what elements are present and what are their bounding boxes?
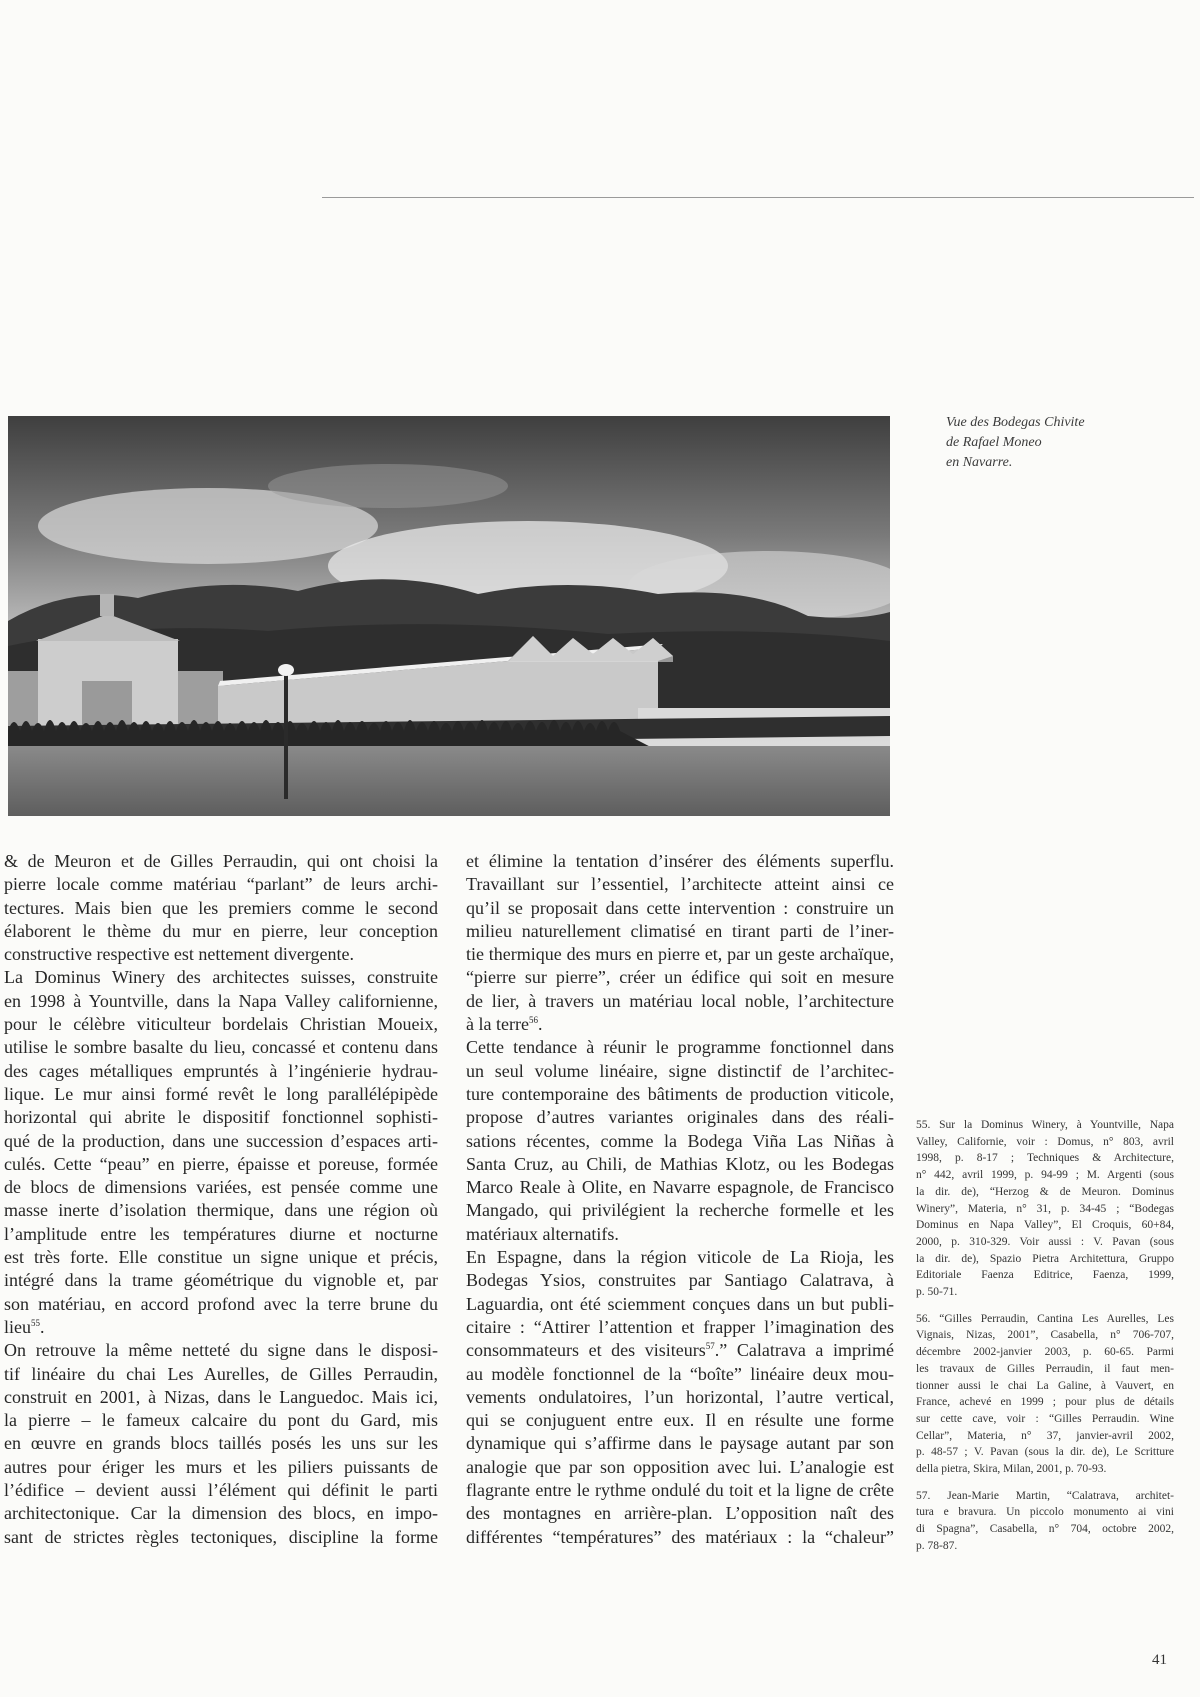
text-line: En Espagne, dans la région viticole de La Rioja, les	[466, 1247, 894, 1268]
footnote-line: tionner aussi le chai La Galine, à Vauvert, en	[916, 1379, 1174, 1392]
caption-line: de Rafael Moneo	[946, 435, 1042, 450]
text-line: architectonique. Car la dimension des blocs, en impo-	[4, 1503, 438, 1524]
text-line: lique. Le mur ainsi formé revêt le long parallélépipède	[4, 1083, 438, 1104]
text-line: Santa Cruz, au Chili, de Mathias Klotz, ou les Bodegas	[466, 1153, 894, 1174]
text-line: Marco Reale à Olite, en Navarre espagnole, de Francisco	[466, 1177, 894, 1198]
footnote-line: di Spagna”, Casabella, n° 704, octobre 2002,	[916, 1523, 1174, 1536]
text-line: à la terre$^{56}$.	[466, 1014, 543, 1035]
footnote-line: la dir. de), Spazio Pietra Architettura, Gruppo	[916, 1252, 1174, 1265]
footnotes	[916, 1117, 1174, 1565]
text-line: et élimine la tentation d’insérer des éléments superflu.	[466, 851, 894, 871]
text-line: intégré dans la trame géométrique du vignoble et, par	[4, 1270, 438, 1291]
text-fragment: consommateurs et des visiteurs	[466, 1340, 706, 1361]
footnote-57	[916, 1488, 1174, 1555]
caption-line: en Navarre.	[946, 455, 1013, 470]
text-line: pour le célèbre viticulteur bordelais Christian Moueix,	[4, 1014, 438, 1035]
text-line: sant de strictes règles tectoniques, discipline la forme	[4, 1526, 438, 1547]
text-line: matériaux alternatifs.	[466, 1223, 619, 1244]
footnote-line: la dir. de), “Herzog & de Meuron. Dominus	[916, 1185, 1174, 1198]
footnote-line: les travaux de Gilles Perraudin, il faut men-	[916, 1362, 1174, 1375]
text-line: vements ondulatoires, l’un horizontal, l’autre vertical,	[466, 1386, 894, 1407]
photo-caption	[946, 413, 1176, 473]
footnote-line: 1998, p. 8-17 ; Techniques & Architecture,	[916, 1152, 1174, 1165]
text-line: horizontal qui abrite le dispositif fonctionnel sophisti-	[4, 1107, 438, 1128]
text-line: tie thermique des murs en pierre et, par un geste archaïque,	[466, 944, 894, 965]
text-line: l’édifice – devient aussi l’élément qui définit le parti	[4, 1480, 438, 1501]
footnote-line: 56. “Gilles Perraudin, Cantina Les Aurelles, Les	[916, 1312, 1174, 1325]
footnote-line: Dominus en Napa Valley”, El Croquis, 60+84,	[916, 1219, 1174, 1232]
footnote-line: Valley, Californie, voir : Domus, n° 803, avril	[916, 1135, 1174, 1148]
text-fragment: .” Calatrava a imprimé	[714, 1340, 894, 1361]
header-rule	[322, 197, 1194, 198]
text-line: un seul volume linéaire, signe distinctif de l’architec-	[466, 1060, 894, 1081]
text-line: en 1998 à Yountville, dans la Napa Valley californienne,	[4, 990, 438, 1011]
footnote-line: p. 48-57 ; V. Pavan (sous la dir. de), Le Scritture	[916, 1446, 1174, 1459]
text-line: utilise le sombre basalte du lieu, concassé et contenu dans	[4, 1037, 438, 1058]
text-line: constructive respective est nettement divergente.	[4, 944, 355, 965]
text-line: au modèle fonctionnel de la “boîte” linéaire deux mou-	[466, 1363, 894, 1384]
footnote-line: n° 442, avril 1999, p. 94-99 ; M. Argenti (sous	[916, 1169, 1174, 1182]
body-column-middle	[466, 850, 894, 1549]
footnote-56	[916, 1311, 1174, 1478]
text-line: Cette tendance à réunir le programme fonctionnel dans	[466, 1037, 894, 1058]
footnote-ref-55[interactable]: 55	[31, 1317, 40, 1328]
text-line: masse inerte d’isolation thermique, dans une région où	[4, 1200, 438, 1221]
footnote-line: della pietra, Skira, Milan, 2001, p. 70-93.	[916, 1463, 1107, 1476]
footnote-line: France, achevé en 1999 ; pour plus de détails	[916, 1396, 1174, 1409]
text-line: de blocs de dimensions variées, est pensée comme une	[4, 1177, 438, 1198]
text-line: en œuvre en grands blocs taillés posés les uns sur les	[4, 1433, 438, 1454]
text-line: son matériau, en accord profond avec la terre brune du	[4, 1293, 438, 1314]
text-fragment: à la terre	[466, 1014, 529, 1035]
text-line	[466, 1339, 894, 1362]
footnote-55	[916, 1117, 1174, 1301]
text-line: la pierre – le fameux calcaire du pont du Gard, mis	[4, 1410, 438, 1431]
text-line: pierre locale comme matériau “parlant” de leurs archi-	[4, 874, 438, 895]
text-line: qué de la production, dans une succession d’espaces arti-	[4, 1130, 438, 1151]
caption-line: Vue des Bodegas Chivite	[946, 415, 1085, 430]
text-line: des cages métalliques empruntés à l’ingénierie hydrau-	[4, 1060, 438, 1081]
text-line: Bodegas Ysios, construites par Santiago Calatrava, à	[466, 1270, 894, 1291]
text-line: est très forte. Elle constitue un signe unique et précis,	[4, 1247, 438, 1268]
text-line: tectures. Mais bien que les premiers comme le second	[4, 897, 438, 918]
text-line: dynamique qui s’affirme dans le paysage autant par son	[466, 1433, 894, 1454]
text-line: lieu$^{55}$.	[4, 1316, 45, 1337]
footnote-line: tura e bravura. Un piccolo monumento ai vini	[916, 1506, 1174, 1519]
text-line: Laguardia, ont été sciemment conçues dans un but publi-	[466, 1293, 894, 1314]
text-line: autres pour ériger les murs et les piliers puissants de	[4, 1456, 438, 1477]
text-line: ture contemporaine des bâtiments de production viticole,	[466, 1083, 894, 1104]
text-line: de lier, à travers un matériau local noble, l’architecture	[466, 990, 894, 1011]
footnote-line: 2000, p. 310-329. Voir aussi : V. Pavan (sous	[916, 1235, 1174, 1248]
text-line: qu’il se proposait dans cette intervention : construire un	[466, 897, 894, 918]
text-line: La Dominus Winery des architectes suisses, construite	[4, 967, 438, 988]
footnote-line: Editoriale Faenza Editrice, Faenza, 1999,	[916, 1269, 1174, 1282]
text-line: tif linéaire du chai Les Aurelles, de Gilles Perraudin,	[4, 1363, 438, 1384]
text-fragment: lieu	[4, 1316, 31, 1337]
text-line: propose d’autres variantes originales dans des réali-	[466, 1107, 894, 1128]
text-line: construit en 2001, à Nizas, dans le Languedoc. Mais ici,	[4, 1386, 438, 1407]
text-line: culés. Cette “peau” en pierre, épaisse et poreuse, formée	[4, 1153, 438, 1174]
footnote-ref-56[interactable]: 56	[528, 1015, 538, 1026]
text-line: citaire : “Attirer l’attention et frapper l’imagination des	[466, 1316, 894, 1337]
text-line: flagrante entre le rythme ondulé du toit et la ligne de crête	[466, 1480, 894, 1501]
text-line: “pierre sur pierre”, créer un édifice qui soit en mesure	[466, 967, 894, 988]
text-line: analogie que par son opposition avec lui. L’analogie est	[466, 1456, 894, 1477]
footnote-line: 55. Sur la Dominus Winery, à Yountville, Napa	[916, 1119, 1174, 1131]
page-number: 41	[1152, 1652, 1167, 1668]
footnote-line: sur cette cave, voir : “Gilles Perraudin. Wine	[916, 1412, 1174, 1425]
footnote-line: 57. Jean-Marie Martin, “Calatrava, architet-	[916, 1489, 1174, 1502]
text-line: Travaillant sur l’essentiel, l’architecte atteint ainsi ce	[466, 874, 894, 895]
footnote-ref-57[interactable]: 57	[705, 1341, 715, 1352]
body-column-left	[4, 850, 438, 1549]
text-line: différentes “températures” des matériaux : la “chaleur”	[466, 1526, 894, 1547]
bodegas-chivite-photo	[8, 416, 890, 816]
footnote-line: Winery”, Materia, n° 31, p. 34-45 ; “Bodegas	[916, 1202, 1174, 1215]
text-line: l’amplitude entre les températures diurne et nocturne	[4, 1223, 438, 1244]
text-line: Mangado, qui privilégient la recherche formelle et les	[466, 1200, 894, 1221]
text-line: qui se conjuguent entre eux. Il en résulte une forme	[466, 1410, 894, 1431]
footnote-line: Vignais, Nizas, 2001”, Casabella, n° 706-707,	[916, 1329, 1174, 1342]
text-line: élaborent le thème du mur en pierre, leur conception	[4, 920, 438, 941]
text-line: milieu naturellement climatisé en tirant parti de l’iner-	[466, 920, 894, 941]
text-line: On retrouve la même netteté du signe dans le disposi-	[4, 1340, 438, 1361]
text-line: sations récentes, comme la Bodega Viña Las Niñas à	[466, 1130, 894, 1151]
footnote-line: p. 78-87.	[916, 1539, 958, 1552]
footnote-line: p. 50-71.	[916, 1286, 958, 1299]
text-line: des montagnes en arrière-plan. L’opposition naît des	[466, 1503, 894, 1524]
footnote-line: Cellar”, Materia, n° 37, janvier-avril 2002,	[916, 1429, 1174, 1442]
text-line: & de Meuron et de Gilles Perraudin, qui ont choisi la	[4, 851, 438, 871]
footnote-line: décembre 2002-janvier 2003, p. 60-65. Parmi	[916, 1346, 1174, 1359]
